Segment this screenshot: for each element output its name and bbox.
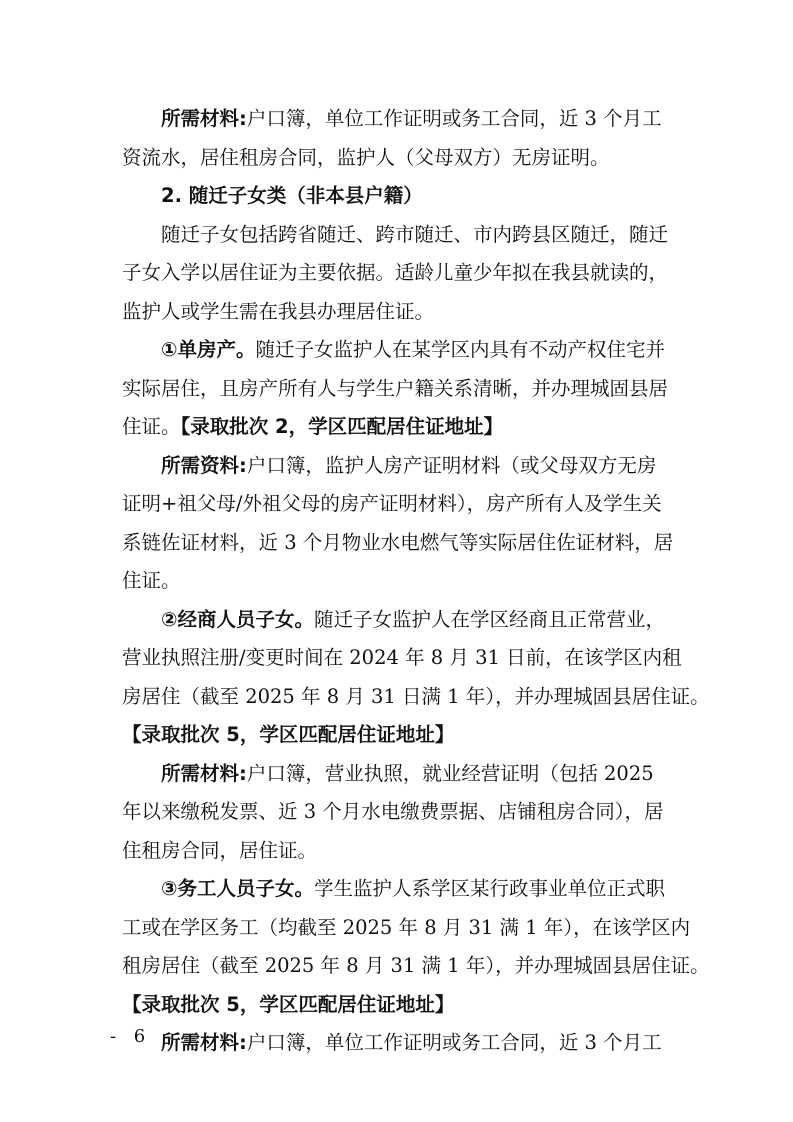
paragraph-line <box>122 793 675 832</box>
line-text: 住证。 <box>122 415 181 438</box>
bold-label: ①单房产。 <box>161 338 256 361</box>
paragraph-line <box>122 870 675 909</box>
line-text: 随迁子女包括跨省随迁、跨市随迁、市内跨县区随迁，随迁 <box>161 222 669 246</box>
paragraph-line <box>122 678 710 717</box>
bold-label: ②经商人员子女。 <box>161 607 315 631</box>
paragraph-line <box>122 601 675 640</box>
line-text: 学生监护人系学区某行政事业单位正式职 <box>314 877 666 900</box>
paragraph-line <box>122 639 682 678</box>
line-text: 随迁子女监护人在学区经商且正常营业， <box>314 607 666 631</box>
bold-label: ③务工人员子女。 <box>161 877 315 900</box>
paragraph-line <box>122 524 675 563</box>
line-text: 户口簿，单位工作证明或务工合同，近 3 个月工 <box>246 1031 662 1054</box>
paragraph-line <box>122 408 675 447</box>
paragraph-line <box>122 254 675 293</box>
admission-batch-note: 【录取批次 2，学区匹配居住证地址】 <box>180 415 504 438</box>
bold-label: 所需材料: <box>161 107 247 130</box>
line-text: 户口簿，单位工作证明或务工合同，近 3 个月工 <box>246 107 662 130</box>
line-text: 证明+祖父母/外祖父母的房产证明材料），房产所有人及学生关 <box>122 492 662 515</box>
line-text: 系链佐证材料，近 3 个月物业水电燃气等实际居住佐证材料，居 <box>122 530 674 554</box>
line-text: 户口簿，营业执照，就业经营证明（包括 2025 <box>246 761 654 785</box>
line-text: 租房居住（截至 2025 年 8 月 31 满 1 年），并办理城固县居住证。 <box>122 954 710 977</box>
admission-batch-note: 【录取批次 5，学区匹配居住证地址】 <box>122 992 455 1016</box>
paragraph-line <box>122 216 675 255</box>
line-text: 监护人或学生需在我县办理居住证。 <box>122 299 435 323</box>
line-text: 营业执照注册/变更时间在 2024 年 8 月 31 日前，在该学区内租 <box>122 646 682 669</box>
paragraph-line <box>122 485 675 524</box>
line-text: 随迁子女监护人在某学区内具有不动产权住宅并 <box>255 338 666 361</box>
section-heading <box>122 177 675 216</box>
paragraph-line <box>122 832 675 871</box>
paragraph-line <box>122 139 675 178</box>
admission-batch-line <box>122 986 675 1025</box>
admission-batch-note: 【录取批次 5，学区匹配居住证地址】 <box>122 723 455 746</box>
paragraph-line <box>122 947 710 986</box>
bold-label: 所需材料: <box>161 761 247 785</box>
line-text: 实际居住，且房产所有人与学生户籍关系清晰，并办理城固县居 <box>122 376 669 400</box>
page-number: - 6 - <box>110 1026 176 1047</box>
paragraph-line <box>122 447 675 486</box>
line-text: 子女入学以居住证为主要依据。适龄儿童少年拟在我县就读的， <box>122 261 669 284</box>
bold-label: 所需资料: <box>161 453 247 477</box>
paragraph-line <box>122 755 675 794</box>
line-text: 年以来缴税发票、近 3 个月水电缴费票据、店铺租房合同），居 <box>122 800 664 823</box>
paragraph-line <box>122 1024 675 1063</box>
paragraph-line <box>122 909 691 948</box>
paragraph-line <box>122 562 675 601</box>
line-text: 资流水，居住租房合同，监护人（父母双方）无房证明。 <box>122 145 610 169</box>
paragraph-line <box>122 370 675 409</box>
admission-batch-line <box>122 716 675 755</box>
paragraph-line <box>122 293 675 332</box>
document-body <box>122 100 710 1063</box>
line-text: 户口簿，监护人房产证明材料（或父母双方无房 <box>246 453 657 477</box>
bold-label: 所需材料: <box>161 1031 247 1054</box>
line-text: 房居住（截至 2025 年 8 月 31 日满 1 年），并办理城固县居住证。 <box>122 684 710 708</box>
paragraph-line <box>122 331 675 370</box>
line-text: 工或在学区务工（均截至 2025 年 8 月 31 满 1 年），在该学区内 <box>122 915 691 939</box>
line-text: 住租房合同，居住证。 <box>122 838 318 862</box>
paragraph-line <box>122 100 675 139</box>
heading-text: 2. 随迁子女类（非本县户籍） <box>161 184 423 207</box>
line-text: 住证。 <box>122 569 181 592</box>
